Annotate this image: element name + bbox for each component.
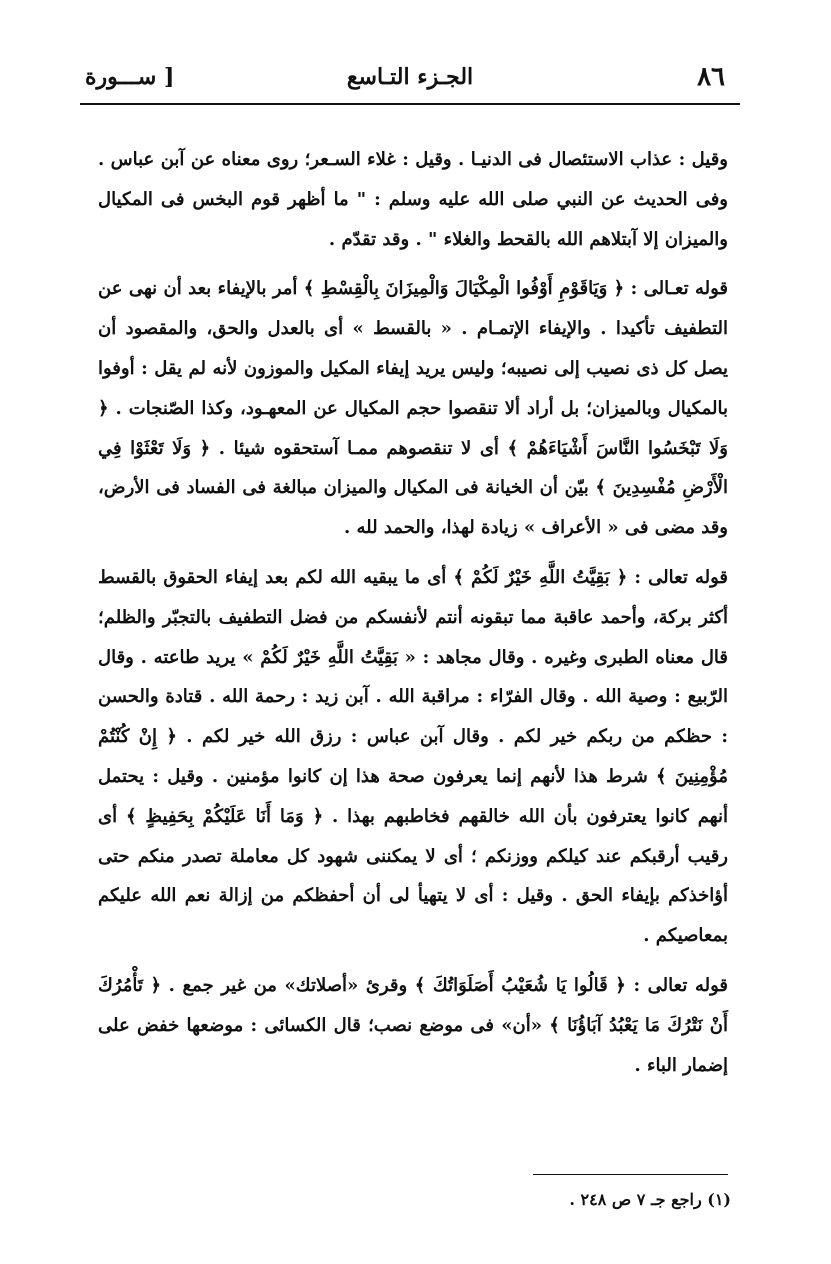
page-body — [98, 140, 728, 1095]
footnote-divider — [533, 1174, 728, 1175]
header-divider — [80, 103, 740, 105]
paragraph-2: قوله تعـالى : ﴿ وَيَاقَوْمِ أَوْفُوا الْمِكْيَالَ وَالْمِيزَانَ بِالْقِسْطِ ﴾ أمر بالإيفاء بعد أن نهى عن التطفيف تأكيدا . والإيفاء الإتمـام . « بالقسط » أى بالعدل والحق، والمقصود أن يصل كل ذى نصيب إلى نصيبه؛ وليس يريد إيفاء المكيل والموزون لأنه لم يقل : أوفوا بالمكيال وبالميزان؛ بل أراد ألا تنقصوا حجم المكيال عن المعهـود، وكذا الصّنجات . ﴿ وَلَا تَبْخَسُوا النَّاسَ أَشْيَاءَهُمْ ﴾ أى لا تنقصوهم ممـا آستحقوه شيئا . ﴿ وَلَا تَعْثَوْا فِي الْأَرْضِ مُفْسِدِينَ ﴾ بيّن أن الخيانة فى المكيال والميزان مبالغة فى الفساد فى الأرض، وقد مضى فى « الأعراف » زيادة لهذا، والحمد لله . — [98, 278, 728, 539]
surah-title: [ ســـورة — [85, 64, 175, 90]
page-number: ٨٦ — [697, 62, 725, 92]
footnote: (١) راجع جـ ٧ ص ٢٤٨ . — [569, 1190, 731, 1209]
paragraph-3: قوله تعالى : ﴿ بَقِيَّتُ اللَّهِ خَيْرٌ لَكُمْ ﴾ أى ما يبقيه الله لكم بعد إيفاء الحقوق بالقسط أكثر بركة، وأحمد عاقبة مما تبقونه أنتم لأنفسكم من فضل التطفيف بالتجبّر والظلم؛ قال معناه الطبرى وغيره . وقال مجاهد : « بَقِيَّتُ اللَّهِ خَيْرٌ لَكُمْ » يريد طاعته . وقال الرّبيع : وصية الله . وقال الفرّاء : مراقبة الله . آبن زيد : رحمة الله . قتادة والحسن : حظكم من ربكم خير لكم . وقال آبن عباس : رزق الله خير لكم . ﴿ إِنْ كُنْتُمْ مُؤْمِنِينَ ﴾ شرط هذا لأنهم إنما يعرفون صحة هذا إن كانوا مؤمنين . وقيل : يحتمل أنهم كانوا يعترفون بأن الله خالقهم فخاطبهم بهذا . ﴿ وَمَا أَنَا عَلَيْكُمْ بِحَفِيظٍ ﴾ أى رقيب أرقبكم عند كيلكم ووزنكم ؛ أى لا يمكننى شهود كل معاملة تصدر منكم حتى أؤاخذكم بإيفاء الحق . وقيل : أى لا يتهيأ لى أن أحفظكم من إزالة نعم الله عليكم بمعاصيكم . — [98, 566, 728, 947]
part-title: الجـزء التـاسع — [346, 64, 474, 90]
page-header — [85, 60, 735, 104]
paragraph-1: وقيل : عذاب الاستئصال فى الدنيـا . وقيل : غلاء السـعر؛ روى معناه عن آبن عباس . وفى الحديث عن النبي صلى الله عليه وسلم : " ما أظهر قوم البخس فى المكيال والميزان إلا آبتلاهم الله بالقحط والغلاء " . وقد تقدّم . — [98, 149, 728, 250]
paragraph-4: قوله تعالى : ﴿ قَالُوا يَا شُعَيْبُ أَصَلَوَاتُكَ ﴾ وقرئ «أصلاتك» من غير جمع . ﴿ تَأْمُرُكَ أَنْ نَتْرُكَ مَا يَعْبُدُ آبَاؤُنَا ﴾ «أن» فى موضع نصب؛ قال الكسائى : موضعها خفض على إضمار الباء . — [98, 974, 728, 1076]
